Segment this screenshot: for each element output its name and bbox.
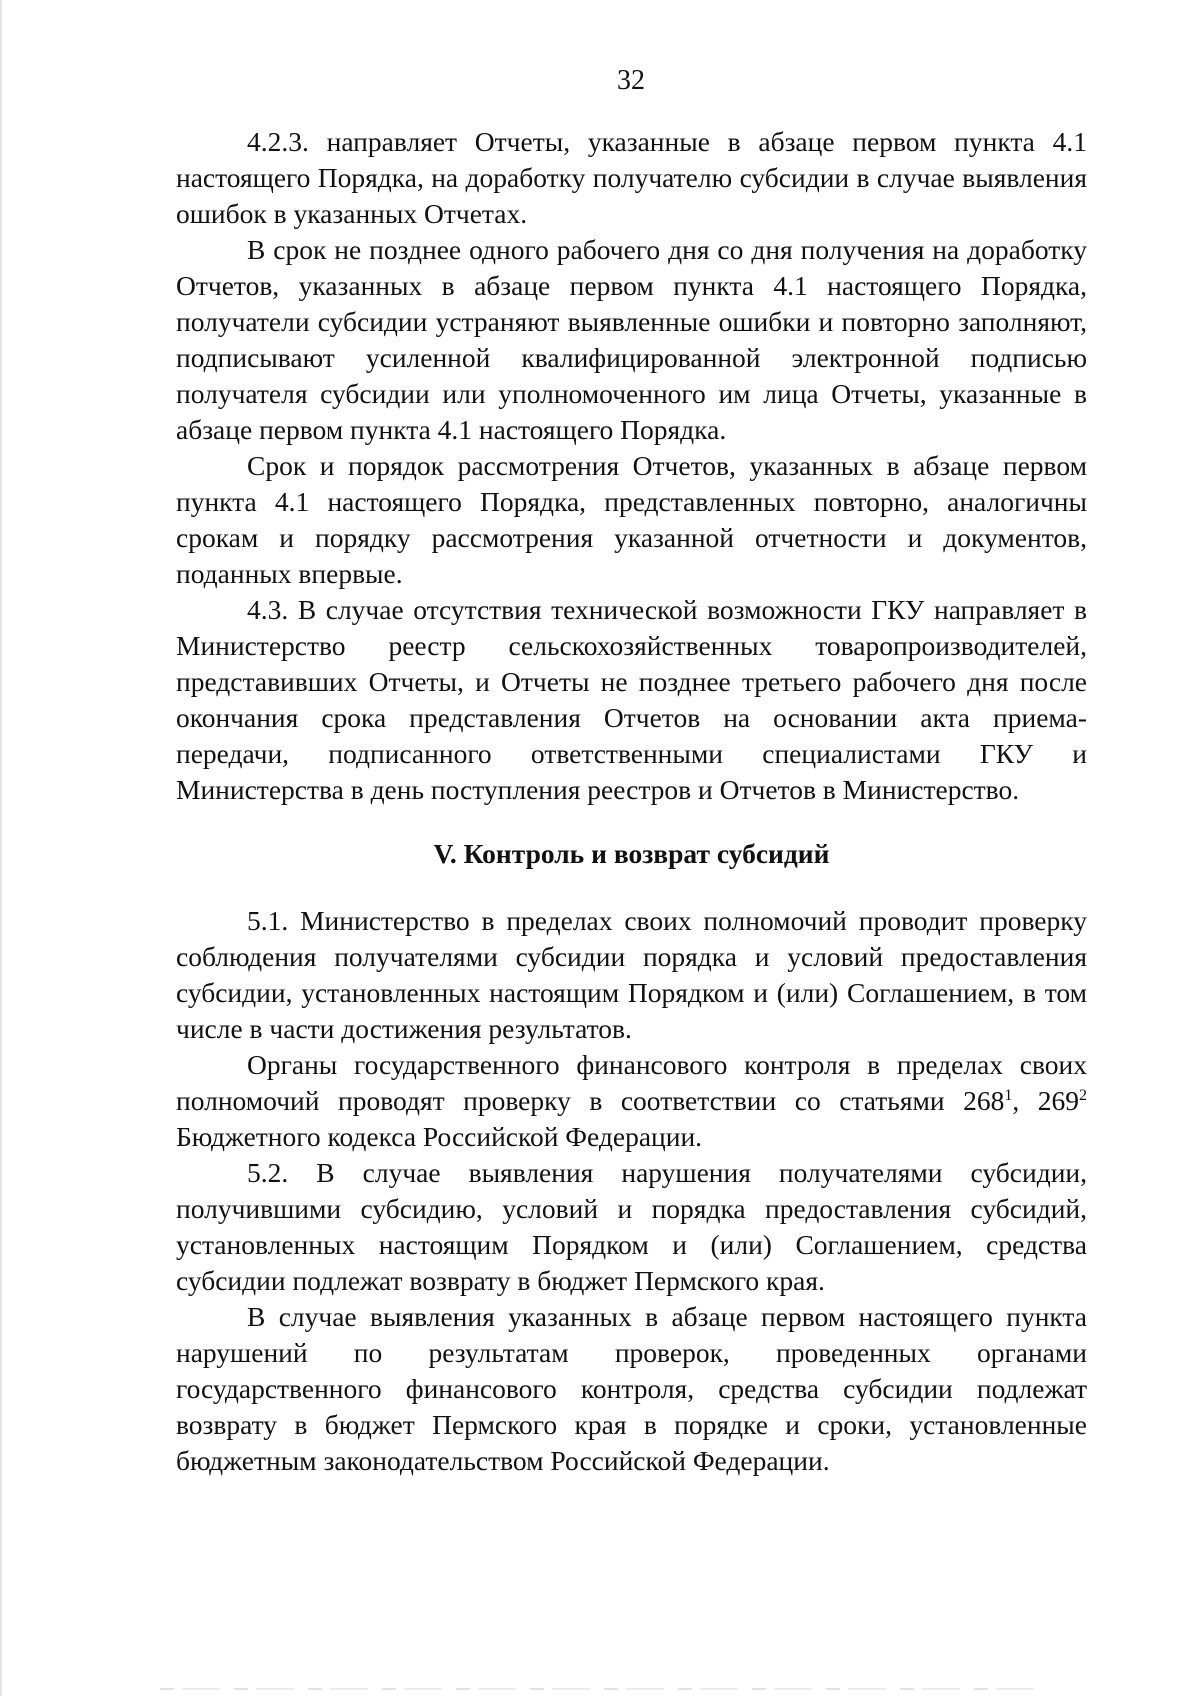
paragraph-4-3: 4.3. В случае отсутствия технической возможности ГКУ направляет в Министерство реестр сельскохозяйственных товаропроизводителей, представивших Отчеты, и Отчеты не позднее третьего рабочего дня после окончания срока представления Отчетов на основании акта приема-передачи, подписанного ответственными специалистами ГКУ и Министерства в день поступления реестров и Отчетов в Министерство. [176, 594, 1087, 805]
superscript-1: 1 [1004, 1086, 1013, 1104]
superscript-2: 2 [1079, 1086, 1088, 1104]
document-body [176, 124, 1087, 1479]
paragraph-financial-control-mid: , 269 [1012, 1085, 1080, 1116]
scan-noise [160, 1688, 1040, 1690]
paragraph-financial-control [176, 1047, 1087, 1155]
paragraph-violations-return: В случае выявления указанных в абзаце первом настоящего пункта нарушений по результатам проверок, проведенных органами государственного финансового контроля, средства субсидии подлежат возврату в бюджет Пермского края в порядке и сроки, установленные бюджетным законодательством Российской Федерации. [176, 1301, 1087, 1476]
page-number: 32 [617, 65, 645, 96]
paragraph-financial-control-text: Органы государственного финансового контроля в пределах своих полномочий проводят проверку в соответствии со статьями 268 [176, 1049, 1087, 1116]
section-heading: V. Контроль и возврат субсидий [433, 838, 830, 869]
paragraph-review-terms: Срок и порядок рассмотрения Отчетов, указанных в абзаце первом пункта 4.1 настоящего Порядка, представленных повторно, аналогичны срокам и порядку рассмотрения указанной отчетности и документов, поданных впервые. [176, 450, 1087, 589]
paragraph-5-1: 5.1. Министерство в пределах своих полномочий проводит проверку соблюдения получателями субсидии порядка и условий предоставления субсидии, установленных настоящим Порядком и (или) Соглашением, в том числе в части достижения результатов. [176, 905, 1087, 1044]
paragraph-rework-deadline: В срок не позднее одного рабочего дня со дня получения на доработку Отчетов, указанных в абзаце первом пункта 4.1 настоящего Порядка, получатели субсидии устраняют выявленные ошибки и повторно заполняют, подписывают усиленной квалифицированной электронной подписью получателя субсидии или уполномоченного им лица Отчеты, указанные в абзаце первом пункта 4.1 настоящего Порядка. [176, 234, 1087, 445]
scan-edge [0, 0, 3, 1696]
paragraph-4-2-3: 4.2.3. направляет Отчеты, указанные в абзаце первом пункта 4.1 настоящего Порядка, на доработку получателю субсидии в случае выявления ошибок в указанных Отчетах. [176, 126, 1087, 229]
paragraph-5-2: 5.2. В случае выявления нарушения получателями субсидии, получившими субсидию, условий и порядка предоставления субсидий, установленных настоящим Порядком и (или) Соглашением, средства субсидии подлежат возврату в бюджет Пермского края. [176, 1157, 1087, 1296]
paragraph-financial-control-end: Бюджетного кодекса Российской Федерации. [176, 1121, 703, 1152]
